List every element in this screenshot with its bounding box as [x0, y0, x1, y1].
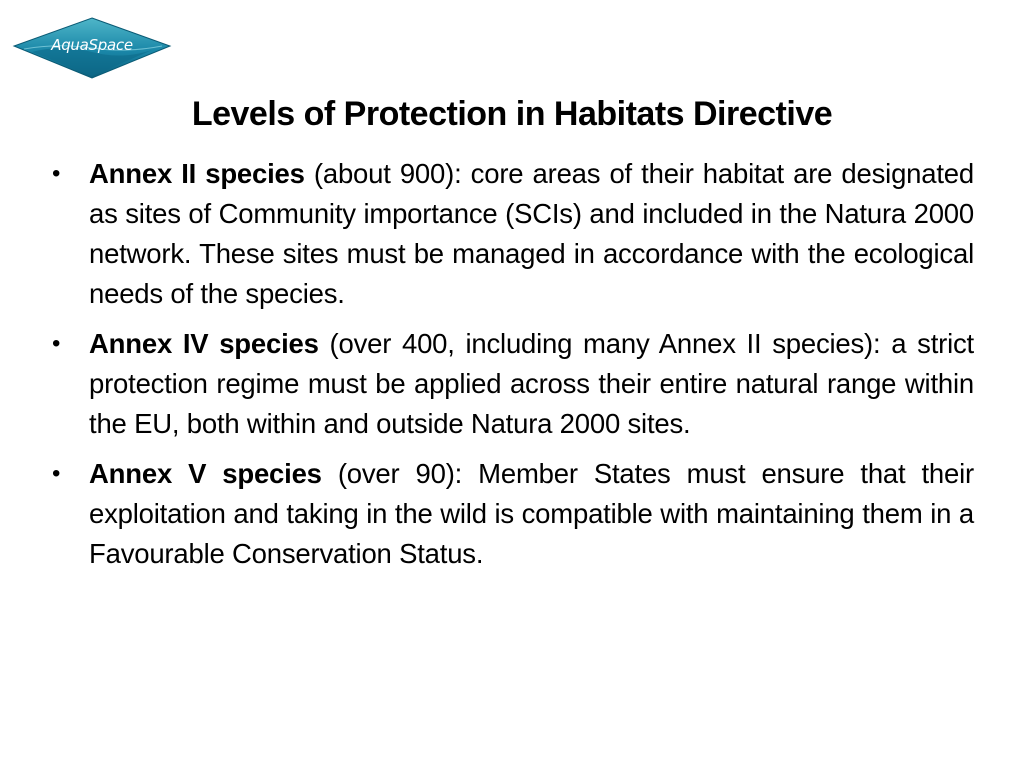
logo-text: AquaSpace: [51, 36, 133, 54]
bullet-item: [48, 154, 974, 314]
bullet-dot-icon: •: [52, 160, 61, 187]
bullet-list: [48, 154, 974, 584]
bullet-text: (over 400, including many Annex II species): a strict protection regime must be applied across their entire natural range within the EU, both within and outside Natura 2000 sites.: [89, 328, 974, 439]
bullet-item: [48, 454, 974, 574]
bullet-heading: Annex V species: [89, 458, 322, 489]
bullet-text: (over 90): Member States must ensure that their exploitation and taking in the wild is compatible with maintaining them in a Favourable Conservation Status.: [89, 458, 974, 569]
bullet-text: (about 900): core areas of their habitat are designated as sites of Community importance (SCIs) and included in the Natura 2000 network. These sites must be managed in accordance with the ecological needs of the species.: [89, 158, 974, 309]
bullet-heading: Annex II species: [89, 158, 305, 189]
aquaspace-logo: [12, 16, 172, 80]
bullet-dot-icon: •: [52, 460, 61, 487]
bullet-item: [48, 324, 974, 444]
bullet-heading: Annex IV species: [89, 328, 319, 359]
slide-title: Levels of Protection in Habitats Directive: [191, 95, 833, 133]
bullet-dot-icon: •: [52, 330, 61, 357]
